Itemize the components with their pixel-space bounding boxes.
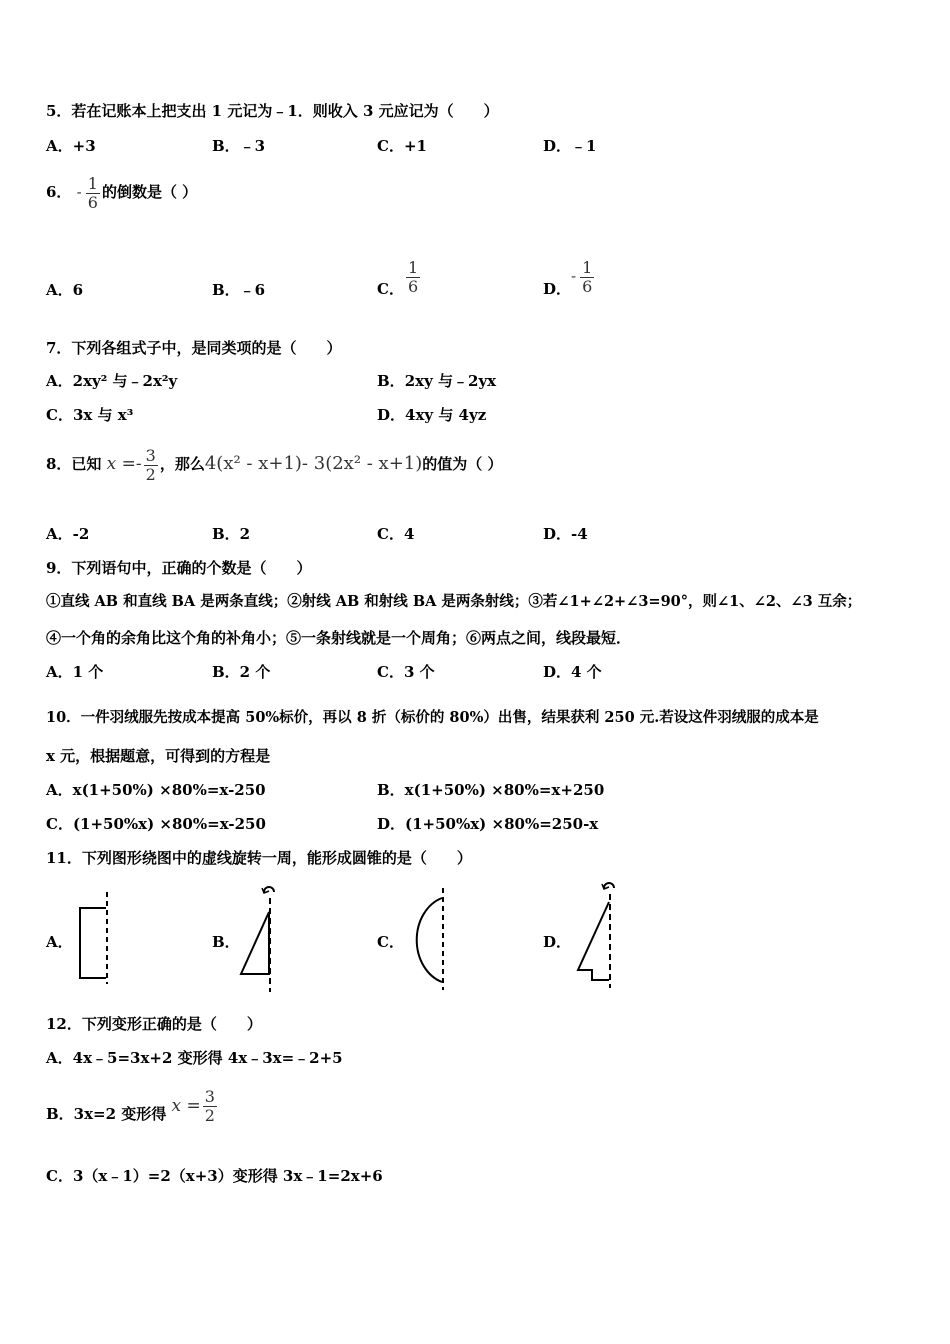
q12-option-b	[46, 1084, 219, 1127]
q9-option-c: C．3 个	[377, 663, 435, 681]
q8-option-c: C．4	[377, 525, 415, 543]
q5-option-c: C．+1	[377, 137, 427, 155]
q10-option-d: D．(1+50%x) ×80%=250-x	[377, 815, 599, 833]
q6-number: 6．	[46, 183, 72, 201]
q10-option-b: B．x(1+50%) ×80%=x+250	[377, 781, 605, 799]
q12-option-c: C．3（x﹣1）=2（x+3）变形得 3x﹣1=2x+6	[46, 1167, 383, 1185]
q6-d-den: 6	[582, 276, 593, 296]
q6-option-b: B．﹣6	[212, 281, 266, 299]
q8-fraction	[144, 447, 158, 484]
q8-option-d: D．-4	[543, 525, 588, 543]
q12-b-label: B．3x=2 变形得	[46, 1105, 167, 1123]
q7-option-a	[46, 371, 177, 391]
q5-option-a: A．+3	[46, 137, 96, 155]
q6-d-neg: -	[571, 267, 577, 285]
q6-option-d	[543, 258, 596, 296]
q8-number: 8．已知	[46, 455, 102, 473]
q7-a-text: 2xy² 与﹣2x²y	[72, 372, 178, 390]
q7-stem: 7．下列各组式子中，是同类项的是（ ）	[46, 339, 342, 357]
q11-figure-a-rectangle	[74, 890, 114, 985]
q12-option-a: A．4x﹣5=3x+2 变形得 4x﹣3x=﹣2+5	[46, 1049, 343, 1067]
q7-option-b	[377, 371, 496, 391]
q5-stem: 5．若在记账本上把支出 1 元记为﹣1．则收入 3 元应记为（ ）	[46, 102, 499, 120]
q8-frac-num: 3	[145, 445, 156, 465]
q12-b-fraction	[203, 1088, 217, 1125]
q9-option-b: B．2 个	[212, 663, 271, 681]
q7-b-text: 2xy 与﹣2yx	[404, 372, 497, 390]
q10-stem-line-2: x 元，根据题意，可得到的方程是	[46, 747, 271, 765]
q12-b-x-equals: x =	[171, 1096, 201, 1116]
q7-a-label: A．	[46, 372, 73, 390]
q6-option-d-label: D．	[543, 280, 572, 298]
q11-label-c: C．	[377, 933, 404, 951]
q6-option-a: A．6	[46, 281, 84, 299]
q5-option-b: B．﹣3	[212, 137, 266, 155]
q6-option-c-fraction	[406, 259, 420, 296]
q7-b-label: B．	[377, 372, 405, 390]
q6-fraction	[86, 175, 100, 212]
q7-c-text: 3x 与 x³	[72, 406, 134, 424]
q7-option-d	[377, 405, 486, 425]
q12-b-den: 2	[204, 1105, 215, 1125]
q10-option-c: C．(1+50%x) ×80%=x-250	[46, 815, 266, 833]
q10-option-a: A．x(1+50%) ×80%=x-250	[46, 781, 266, 799]
q10-stem-line-1: 10．一件羽绒服先按成本提高 50%标价，再以 8 折（标价的 80%）出售，结果获利 250 元.若设这件羽绒服的成本是	[46, 709, 819, 726]
q9-statement-line-1: ①直线 AB 和直线 BA 是两条直线；②射线 AB 和射线 BA 是两条射线；③若∠1+∠2+∠3=90°，则∠1、∠2、∠3 互余；	[46, 593, 862, 610]
q12-b-num: 3	[204, 1086, 215, 1106]
q7-c-label: C．	[46, 406, 73, 424]
q11-stem: 11．下列图形绕图中的虚线旋转一周，能形成圆锥的是（ ）	[46, 849, 472, 867]
q11-label-b: B．	[212, 933, 240, 951]
q9-option-d: D．4 个	[543, 663, 602, 681]
q8-option-b: B．2	[212, 525, 251, 543]
q8-tail: 的值为（ ）	[422, 455, 503, 473]
q6-frac-den: 6	[87, 192, 98, 212]
q8-expression: 4(x² - x+1)- 3(2x² - x+1)	[204, 453, 423, 474]
q7-option-c	[46, 405, 133, 425]
q7-d-label: D．	[377, 406, 406, 424]
q9-stem: 9．下列语句中，正确的个数是（ ）	[46, 559, 312, 577]
q8-x-equals: x =-	[106, 454, 142, 474]
q9-statement-line-2: ④一个角的余角比这个角的补角小；⑤一条射线就是一个周角；⑥两点之间，线段最短．	[46, 629, 632, 647]
q7-d-text: 4xy 与 4yz	[405, 406, 487, 424]
q6-option-d-fraction	[580, 259, 594, 296]
q8-option-a: A．-2	[46, 525, 90, 543]
q6-stem	[46, 174, 197, 212]
q12-stem: 12．下列变形正确的是（ ）	[46, 1015, 262, 1033]
q6-option-c-label: C．	[377, 280, 404, 298]
q6-frac-num: 1	[87, 173, 98, 193]
q11-figure-c-semicircle	[404, 884, 454, 994]
q6-option-c	[377, 258, 422, 296]
q9-option-a: A．1 个	[46, 663, 104, 681]
q6-c-num: 1	[407, 257, 419, 277]
q8-then: ，那么	[159, 455, 205, 473]
q8-stem	[46, 444, 503, 484]
q5-option-d: D．﹣1	[543, 137, 597, 155]
q6-d-num: 1	[582, 257, 593, 277]
q11-label-d: D．	[543, 933, 572, 951]
q6-stem-tail: 的倒数是（ ）	[101, 183, 198, 201]
q8-frac-den: 2	[145, 464, 156, 484]
q6-neg-sign: -	[76, 183, 82, 201]
q6-c-den: 6	[407, 276, 419, 296]
q11-label-a: A．	[46, 933, 73, 951]
q11-figure-b-triangle	[236, 884, 282, 994]
q11-figure-d-stepped-triangle	[570, 880, 620, 990]
